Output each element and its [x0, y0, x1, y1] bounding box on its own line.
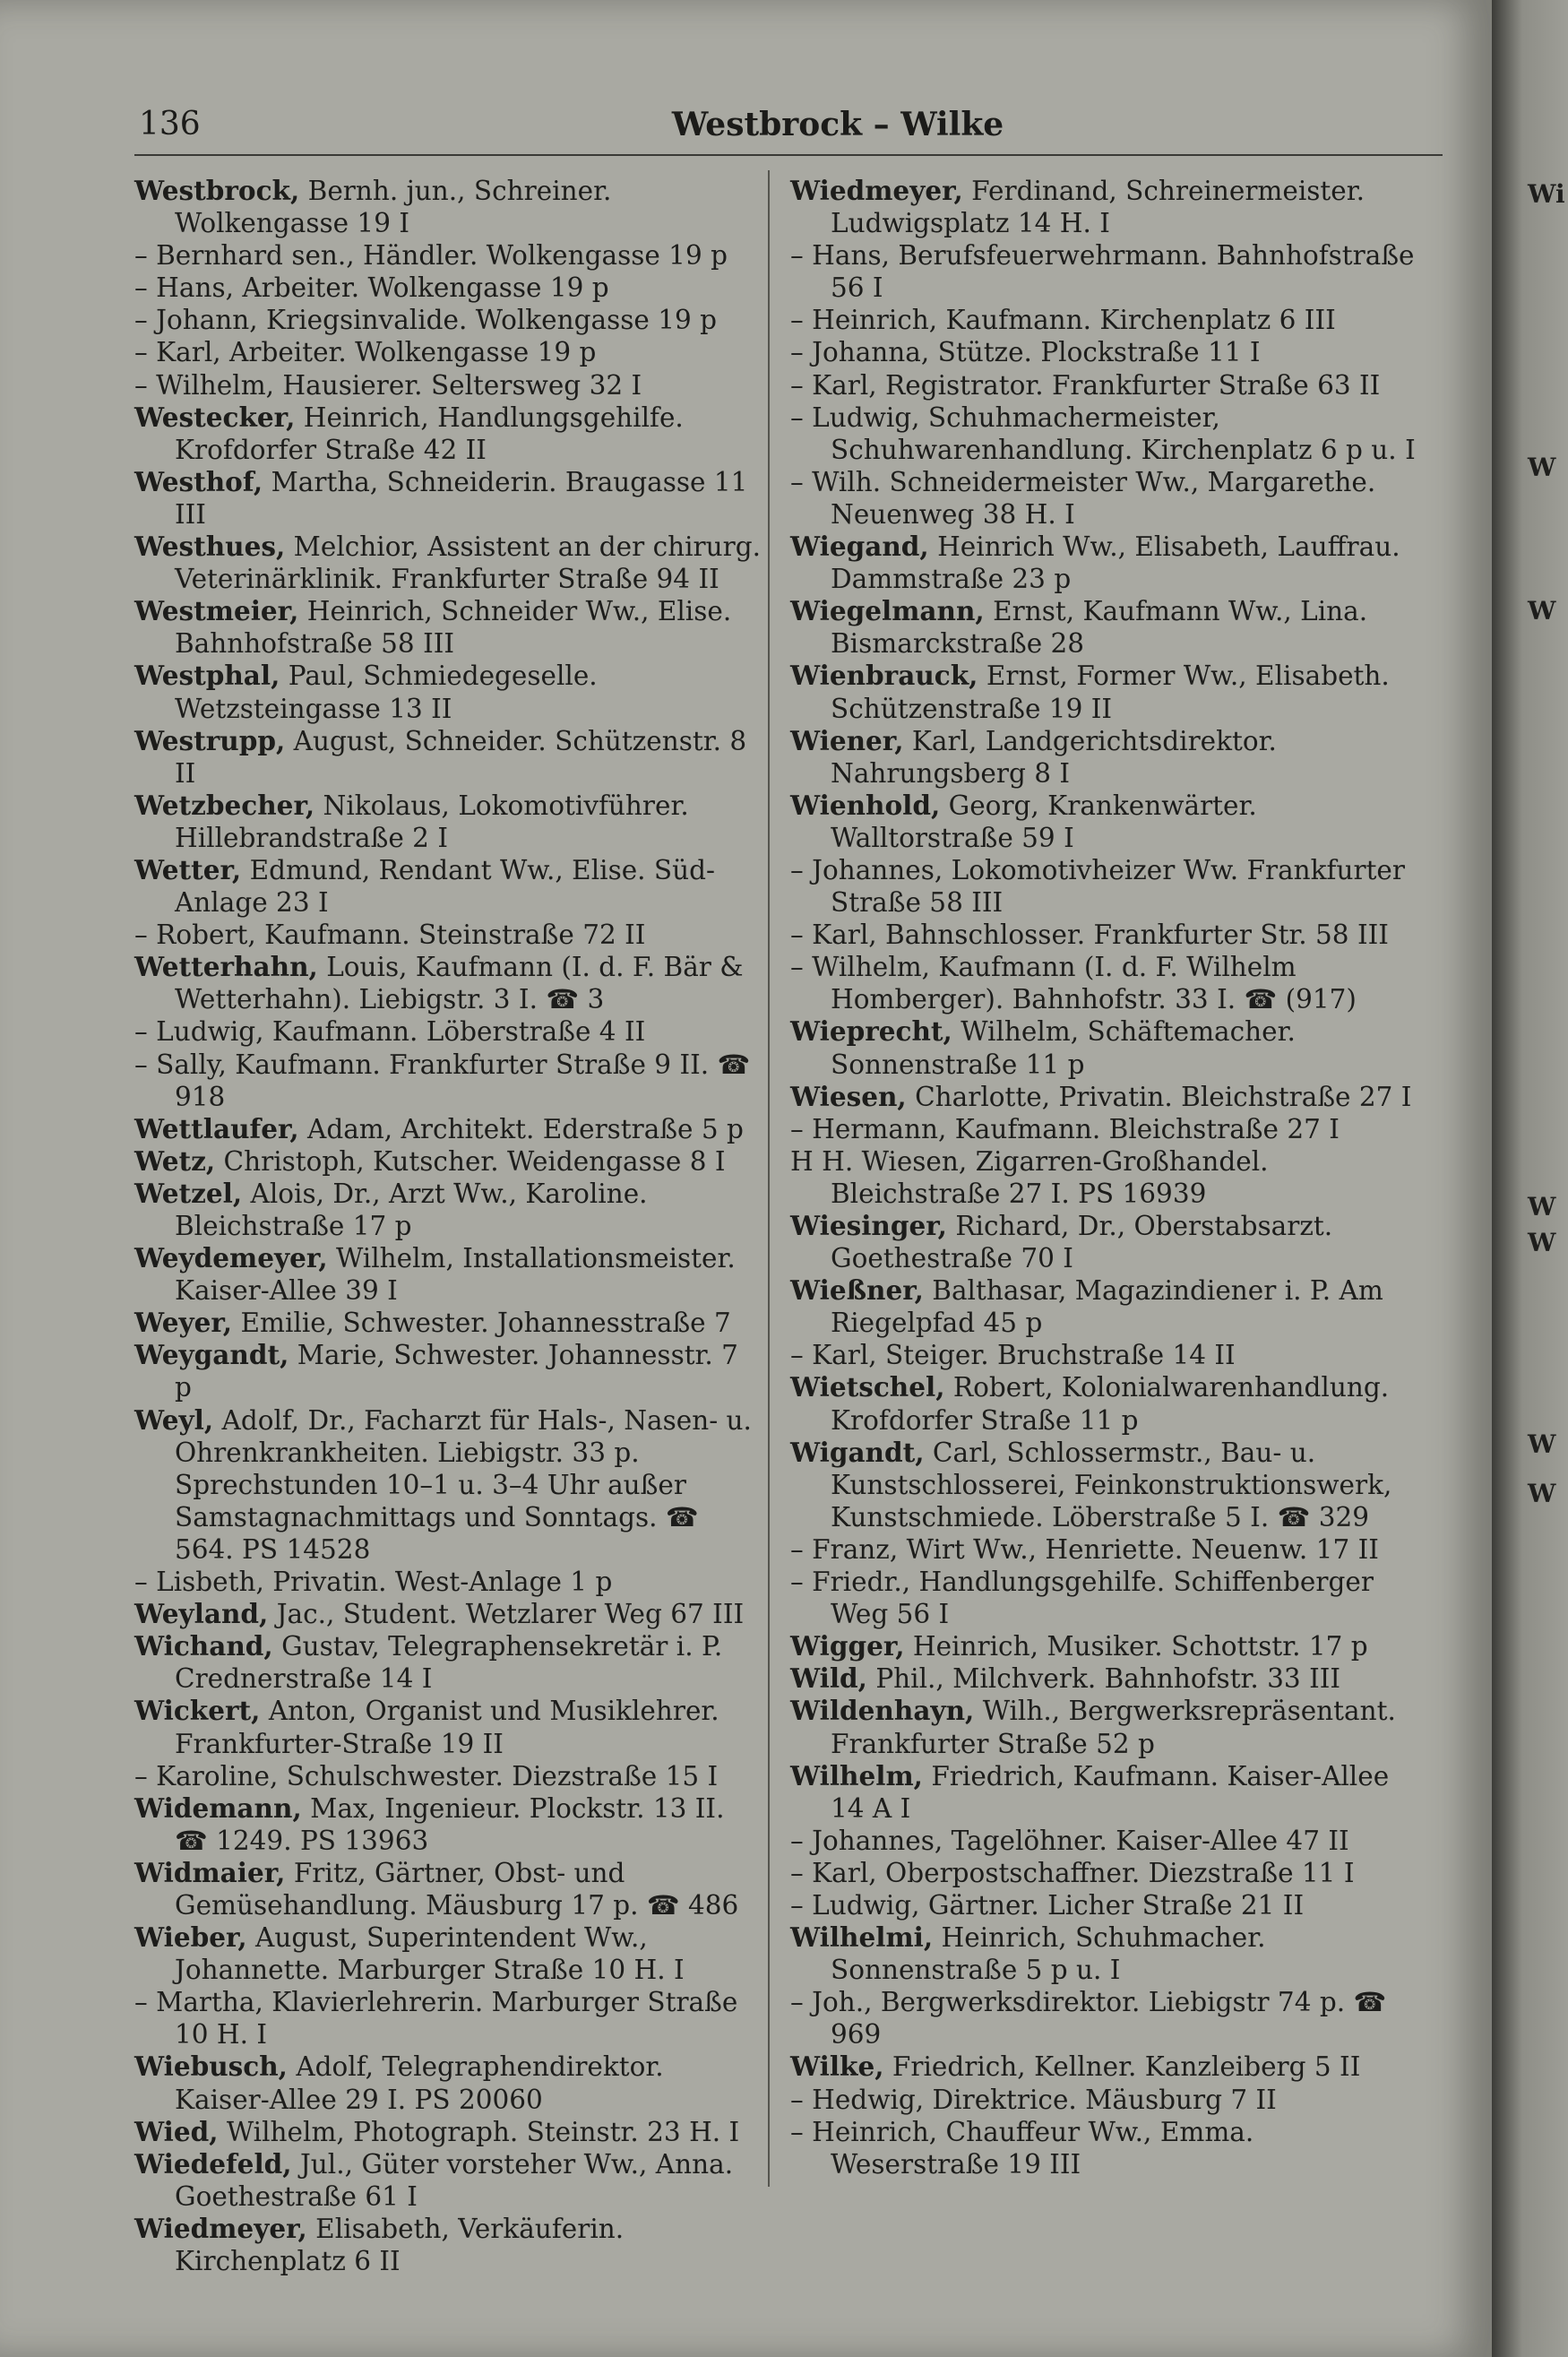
- entry-details: – Johannes, Tagelöhner. Kaiser-Allee 47 II: [790, 1825, 1349, 1856]
- entry-details: – Sally, Kaufmann. Frankfurter Straße 9 II. ☎ 918: [134, 1049, 751, 1112]
- entry-details: – Heinrich, Chauffeur Ww., Emma. Weserstraße 19 III: [790, 2116, 1254, 2180]
- directory-entry: [134, 1986, 762, 2051]
- directory-entry: [790, 401, 1417, 466]
- entry-surname: Wetzel,: [134, 1177, 243, 1209]
- directory-entry: [134, 1598, 762, 1630]
- entry-details: – Joh., Bergwerksdirektor. Liebigstr 74 p. ☎ 969: [790, 1987, 1387, 2051]
- directory-entry: [790, 595, 1417, 660]
- entry-details: Elisabeth, Verkäuferin. Kirchenplatz 6 II: [175, 2213, 625, 2276]
- directory-entry: [790, 175, 1417, 239]
- entry-surname: Wilhelm,: [790, 1759, 923, 1791]
- entry-surname: Wetzbecher,: [134, 789, 315, 821]
- directory-entry: [134, 595, 762, 660]
- entry-surname: Wiedefeld,: [134, 2147, 292, 2180]
- entry-surname: Widmaier,: [134, 1856, 286, 1888]
- directory-entry: [134, 1242, 762, 1307]
- entry-details: Ernst, Kaufmann Ww., Lina. Bismarckstraße 28: [831, 596, 1368, 660]
- directory-entry: [134, 725, 762, 790]
- entry-surname: Wettlaufer,: [134, 1112, 299, 1144]
- directory-entry: [790, 1533, 1417, 1566]
- directory-entry: [790, 369, 1417, 401]
- entry-details: – Martha, Klavierlehrerin. Marburger Straße 10 H. I: [134, 1987, 738, 2051]
- entry-surname: Wilke,: [790, 2051, 884, 2083]
- directory-entry: [134, 854, 762, 919]
- directory-entry: [134, 1566, 762, 1598]
- directory-entry: [134, 531, 762, 595]
- entry-details: Adolf, Telegraphendirektor. Kaiser-Allee 29 I. PS 20060: [175, 2051, 664, 2115]
- entry-details: Robert, Kolonialwarenhandlung. Krofdorfer Straße 11 p: [831, 1372, 1390, 1436]
- entry-surname: Weyer,: [134, 1307, 233, 1339]
- entry-surname: Westbrock,: [134, 175, 300, 206]
- entry-surname: Westrupp,: [134, 724, 286, 756]
- entry-details: Balthasar, Magazindiener i. P. Am Riegelpfad 45 p: [831, 1275, 1383, 1339]
- entry-surname: Wichand,: [134, 1630, 273, 1662]
- column-divider: [768, 170, 770, 2187]
- entry-surname: Wiegelmann,: [790, 595, 985, 627]
- directory-entry: [134, 175, 762, 239]
- directory-entry: [134, 1049, 762, 1113]
- entry-details: Friedrich, Kaufmann. Kaiser-Allee 14 A I: [831, 1760, 1390, 1824]
- entry-details: Georg, Krankenwärter. Walltorstraße 59 I: [831, 790, 1257, 853]
- entry-details: Heinrich, Schneider Ww., Elise. Bahnhofstraße 58 III: [175, 596, 732, 660]
- directory-entry: [134, 919, 762, 951]
- directory-entry: [790, 1630, 1417, 1662]
- directory-entry: [134, 466, 762, 531]
- entry-details: – Heinrich, Kaufmann. Kirchenplatz 6 III: [790, 305, 1336, 336]
- entry-details: – Johannes, Lokomotivheizer Ww. Frankfurter Straße 58 III: [790, 854, 1405, 919]
- directory-entry: [790, 1921, 1417, 1986]
- entry-details: – Karl, Bahnschlosser. Frankfurter Str. 58 III: [790, 919, 1389, 951]
- entry-surname: Wiesinger,: [790, 1210, 947, 1241]
- directory-entry: [134, 369, 762, 401]
- directory-entry: [790, 1825, 1417, 1857]
- entry-surname: Widemann,: [134, 1791, 302, 1824]
- directory-entry: [790, 1857, 1417, 1889]
- directory-entry: [790, 1113, 1417, 1145]
- directory-entry: [790, 1662, 1417, 1695]
- entry-surname: Wießner,: [790, 1274, 924, 1307]
- entry-surname: Westphal,: [134, 660, 280, 692]
- directory-entry: [134, 951, 762, 1015]
- entry-details: Heinrich, Handlungsgehilfe. Krofdorfer Straße 42 II: [175, 401, 684, 465]
- directory-entry: [134, 1695, 762, 1759]
- entry-surname: Wiedmeyer,: [134, 2212, 307, 2244]
- entry-details: – Wilhelm, Hausierer. Seltersweg 32 I: [134, 369, 642, 401]
- entry-surname: Weyl,: [134, 1403, 214, 1436]
- directory-entry: [790, 1889, 1417, 1921]
- entry-details: – Lisbeth, Privatin. West-Anlage 1 p: [134, 1567, 613, 1598]
- header-rule: [134, 154, 1443, 156]
- directory-entry: [790, 951, 1417, 1015]
- entry-details: Jul., Güter vorsteher Ww., Anna. Goethestraße 61 I: [175, 2148, 734, 2212]
- entry-surname: Wilhelmi,: [790, 1921, 934, 1954]
- entry-surname: Wienhold,: [790, 789, 941, 821]
- directory-entry: [134, 2213, 762, 2277]
- directory-entry: [790, 1339, 1417, 1371]
- directory-entry: [134, 660, 762, 724]
- entry-surname: Wiener,: [790, 724, 904, 756]
- entry-details: Wilh., Bergwerksrepräsentant. Frankfurter Straße 52 p: [831, 1696, 1396, 1759]
- entry-details: – Robert, Kaufmann. Steinstraße 72 II: [134, 919, 646, 951]
- directory-entry: [134, 401, 762, 466]
- directory-entry: [134, 272, 762, 304]
- directory-entry: [134, 1404, 762, 1566]
- entry-details: – Karl, Arbeiter. Wolkengasse 19 p: [134, 337, 597, 368]
- directory-entry: [790, 1274, 1417, 1339]
- entry-details: Fritz, Gärtner, Obst- und Gemüsehandlung. Mäusburg 17 p. ☎ 486: [175, 1857, 739, 1921]
- entry-details: – Karl, Registrator. Frankfurter Straße 63 II: [790, 369, 1381, 401]
- entry-details: Max, Ingenieur. Plockstr. 13 II. ☎ 1249. PS 13963: [175, 1792, 725, 1856]
- directory-entry: [790, 336, 1417, 368]
- entry-surname: Wieber,: [134, 1921, 247, 1954]
- entry-details: – Johanna, Stütze. Plockstraße 11 I: [790, 337, 1261, 368]
- entry-surname: Weygandt,: [134, 1339, 289, 1371]
- entry-details: Wilhelm, Photograph. Steinstr. 23 H. I: [226, 2116, 740, 2147]
- running-head: Westbrock – Wilke: [671, 106, 1004, 143]
- entry-details: – Karl, Steiger. Bruchstraße 14 II: [790, 1340, 1236, 1371]
- entry-surname: Westhues,: [134, 531, 286, 563]
- entry-details: Louis, Kaufmann (I. d. F. Bär & Wetterhahn). Liebigstr. 3 I. ☎ 3: [175, 952, 744, 1015]
- entry-details: – Karl, Oberpostschaffner. Diezstraße 11 I: [790, 1857, 1355, 1888]
- facing-page-fragment: Wi: [1528, 179, 1565, 209]
- directory-entry: [134, 790, 762, 854]
- entry-surname: Wetter,: [134, 853, 242, 885]
- entry-details: Marie, Schwester. Johannesstr. 7 p: [175, 1340, 738, 1403]
- page-number: 136: [139, 106, 201, 142]
- entry-details: Carl, Schlossermstr., Bau- u. Kunstschlosserei, Feinkonstruktionswerk, Kunstschmiede. Löberstraße 5 I. ☎ 329: [831, 1437, 1392, 1532]
- directory-entry: [134, 2116, 762, 2148]
- directory-entry: [790, 1210, 1417, 1274]
- facing-page-fragment: W: [1528, 453, 1556, 482]
- entry-details: Emilie, Schwester. Johannesstraße 7: [240, 1308, 731, 1339]
- entry-details: – Hans, Arbeiter. Wolkengasse 19 p: [134, 272, 609, 304]
- entry-details: – Ludwig, Schuhmachermeister, Schuhwarenhandlung. Kirchenplatz 6 p u. I: [790, 401, 1416, 465]
- entry-surname: Wiegand,: [790, 531, 929, 563]
- entry-details: – Franz, Wirt Ww., Henriette. Neuenw. 17 II: [790, 1533, 1379, 1565]
- directory-entry: [134, 2051, 762, 2115]
- entry-details: Adam, Architekt. Ederstraße 5 p: [307, 1113, 744, 1144]
- entry-details: Phil., Milchverk. Bahnhofstr. 33 III: [875, 1663, 1341, 1695]
- directory-entry: [134, 1178, 762, 1242]
- facing-page-fragment: W: [1528, 1479, 1556, 1508]
- entry-surname: Westhof,: [134, 465, 263, 497]
- entry-details: August, Superintendent Ww., Johannette. Marburger Straße 10 H. I: [175, 1922, 685, 1986]
- directory-entry: [134, 1630, 762, 1695]
- directory-entry: [790, 919, 1417, 951]
- directory-entry: [134, 1921, 762, 1986]
- directory-entry: [790, 1566, 1417, 1630]
- entry-details: – Hedwig, Direktrice. Mäusburg 7 II: [790, 2084, 1277, 2115]
- entry-surname: Wildenhayn,: [790, 1695, 975, 1727]
- entry-details: – Hans, Berufsfeuerwehrmann. Bahnhofstraße 56 I: [790, 240, 1415, 304]
- entry-details: Ferdinand, Schreinermeister. Ludwigsplatz 14 H. I: [831, 176, 1365, 239]
- entry-details: – Ludwig, Gärtner. Licher Straße 21 II: [790, 1889, 1305, 1921]
- directory-entry: [134, 304, 762, 336]
- facing-page-fragment: W: [1528, 1429, 1556, 1459]
- entry-details: – Wilhelm, Kaufmann (I. d. F. Wilhelm Homberger). Bahnhofstr. 33 I. ☎ (917): [790, 952, 1357, 1015]
- entry-details: Anton, Organist und Musiklehrer. Frankfurter-Straße 19 II: [175, 1696, 719, 1759]
- entry-surname: Wigger,: [790, 1630, 905, 1662]
- directory-entry: [790, 1081, 1417, 1113]
- left-column: [134, 175, 762, 2277]
- entry-details: Adolf, Dr., Facharzt für Hals-, Nasen- u. Ohrenkrankheiten. Liebigstr. 33 p. Sprechstunden 10–1 u. 3–4 Uhr außer Samstagnachmittags und Sonntags. ☎ 564. PS 14528: [175, 1404, 752, 1565]
- right-column: [790, 175, 1417, 2180]
- directory-entry: [134, 1760, 762, 1792]
- entry-details: H H. Wiesen, Zigarren-Großhandel. Bleichstraße 27 I. PS 16939: [790, 1145, 1269, 1209]
- entry-surname: Wieprecht,: [790, 1015, 952, 1048]
- entry-surname: Wiebusch,: [134, 2051, 288, 2083]
- directory-entry: [134, 1015, 762, 1048]
- directory-entry: [790, 1437, 1417, 1533]
- directory-entry: [134, 1113, 762, 1145]
- directory-entry: [790, 531, 1417, 595]
- entry-details: Christoph, Kutscher. Weidengasse 8 I: [223, 1145, 726, 1177]
- directory-entry: [790, 1760, 1417, 1825]
- entry-details: Ernst, Former Ww., Elisabeth. Schützenstraße 19 II: [831, 660, 1390, 724]
- entry-details: – Bernhard sen., Händler. Wolkengasse 19 p: [134, 240, 728, 272]
- directory-entry: [790, 854, 1417, 919]
- entry-surname: Wiesen,: [790, 1080, 907, 1112]
- entry-details: Edmund, Rendant Ww., Elise. Süd-Anlage 23 I: [175, 854, 715, 919]
- directory-entry: [790, 466, 1417, 531]
- entry-surname: Westecker,: [134, 401, 296, 433]
- entry-surname: Wietschel,: [790, 1371, 945, 1403]
- entry-details: Paul, Schmiedegeselle. Wetzsteingasse 13 II: [175, 660, 598, 724]
- directory-entry: [790, 304, 1417, 336]
- entry-details: Charlotte, Privatin. Bleichstraße 27 I: [915, 1081, 1412, 1112]
- directory-entry: [134, 1339, 762, 1403]
- entry-surname: Wetterhahn,: [134, 951, 318, 983]
- entry-details: Nikolaus, Lokomotivführer. Hillebrandstraße 2 I: [175, 790, 689, 853]
- directory-entry: [790, 725, 1417, 790]
- directory-entry: [790, 790, 1417, 854]
- entry-surname: Wienbrauck,: [790, 660, 978, 692]
- directory-entry: [790, 1986, 1417, 2051]
- entry-details: – Hermann, Kaufmann. Bleichstraße 27 I: [790, 1113, 1340, 1144]
- entry-details: – Wilh. Schneidermeister Ww., Margarethe. Neuenweg 38 H. I: [790, 466, 1376, 530]
- entry-details: – Karoline, Schulschwester. Diezstraße 15 I: [134, 1760, 719, 1791]
- entry-surname: Wild,: [790, 1662, 867, 1695]
- entry-details: Jac., Student. Wetzlarer Weg 67 III: [276, 1599, 745, 1630]
- entry-details: Alois, Dr., Arzt Ww., Karoline. Bleichstraße 17 p: [175, 1178, 648, 1241]
- directory-entry: [790, 1015, 1417, 1080]
- directory-entry: [790, 2084, 1417, 2116]
- facing-page-fragment: W: [1528, 1192, 1556, 1222]
- directory-entry: [790, 1695, 1417, 1759]
- entry-details: Friedrich, Kellner. Kanzleiberg 5 II: [892, 2051, 1361, 2083]
- directory-entry: [790, 239, 1417, 304]
- directory-entry: [790, 1371, 1417, 1436]
- entry-details: Heinrich Ww., Elisabeth, Lauffrau. Dammstraße 23 p: [831, 531, 1400, 595]
- entry-surname: Wiedmeyer,: [790, 175, 963, 206]
- directory-entry: [134, 1145, 762, 1178]
- entry-details: Heinrich, Schuhmacher. Sonnenstraße 5 p u. I: [831, 1922, 1266, 1986]
- entry-details: Gustav, Telegraphensekretär i. P. Crednerstraße 14 I: [175, 1631, 723, 1695]
- directory-entry: [790, 660, 1417, 724]
- entry-details: Bernh. jun., Schreiner. Wolkengasse 19 I: [175, 176, 612, 239]
- entry-details: Melchior, Assistent an der chirurg. Veterinärklinik. Frankfurter Straße 94 II: [175, 531, 762, 595]
- entry-details: Heinrich, Musiker. Schottstr. 17 p: [912, 1631, 1368, 1662]
- directory-entry: [134, 336, 762, 368]
- entry-details: August, Schneider. Schützenstr. 8 II: [175, 725, 747, 789]
- directory-entry: [790, 2116, 1417, 2180]
- facing-page-fragment: W: [1528, 1228, 1556, 1257]
- directory-entry: [790, 2051, 1417, 2083]
- facing-page-fragment: W: [1528, 596, 1556, 626]
- directory-entry: [134, 2148, 762, 2213]
- entry-details: Richard, Dr., Oberstabsarzt. Goethestraße 70 I: [831, 1211, 1333, 1274]
- entry-details: – Johann, Kriegsinvalide. Wolkengasse 19 p: [134, 305, 717, 336]
- entry-details: Martha, Schneiderin. Braugasse 11 III: [175, 466, 748, 530]
- entry-surname: Wickert,: [134, 1695, 261, 1727]
- entry-surname: Westmeier,: [134, 595, 299, 627]
- entry-surname: Weydemeyer,: [134, 1242, 328, 1274]
- entry-surname: Wigandt,: [790, 1436, 925, 1468]
- entry-details: Wilhelm, Schäftemacher. Sonnenstraße 11 p: [831, 1016, 1296, 1080]
- directory-entry: [134, 1307, 762, 1339]
- directory-entry: [790, 1145, 1417, 1210]
- entry-details: – Friedr., Handlungsgehilfe. Schiffenberger Weg 56 I: [790, 1567, 1374, 1630]
- entry-details: Karl, Landgerichtsdirektor. Nahrungsberg 8 I: [831, 725, 1277, 789]
- directory-entry: [134, 1792, 762, 1857]
- entry-details: Wilhelm, Installationsmeister. Kaiser-Allee 39 I: [175, 1243, 736, 1307]
- entry-surname: Wetz,: [134, 1144, 216, 1177]
- entry-surname: Wied,: [134, 2115, 219, 2147]
- directory-entry: [134, 239, 762, 272]
- directory-entry: [134, 1857, 762, 1921]
- entry-details: – Ludwig, Kaufmann. Löberstraße 4 II: [134, 1016, 646, 1048]
- entry-surname: Weyland,: [134, 1598, 269, 1630]
- facing-page-edge: [1492, 0, 1568, 2357]
